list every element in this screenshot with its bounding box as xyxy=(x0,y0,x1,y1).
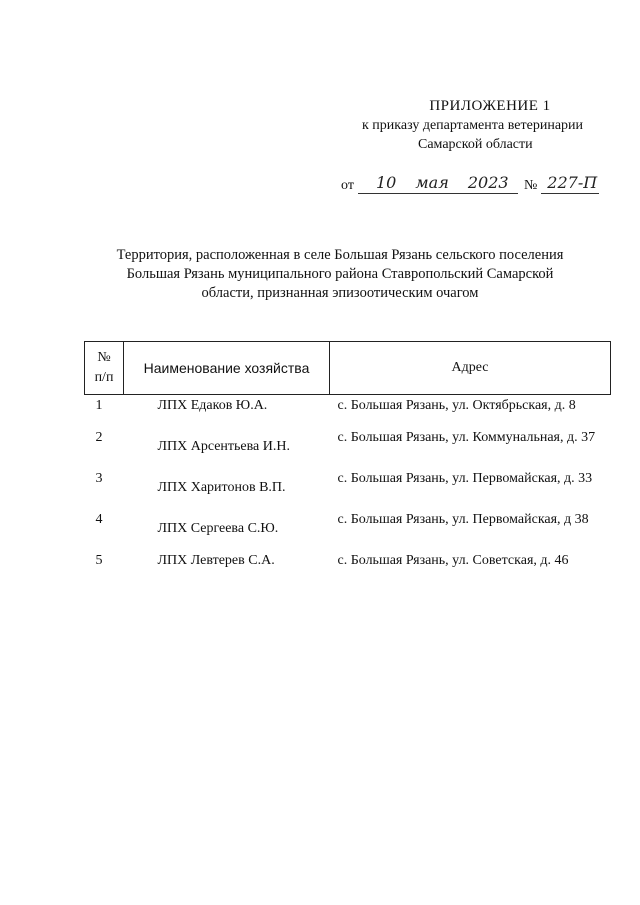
heading-line-2: Большая Рязань муниципального района Ставропольский Самарской xyxy=(126,266,554,282)
header-number-sign: № xyxy=(97,350,111,365)
row-farm-name: ЛПХ Сергеева С.Ю. xyxy=(157,521,279,536)
appendix-order-line: к приказу департамента ветеринарии xyxy=(362,118,584,133)
document-heading xyxy=(100,246,580,303)
row-farm-name: ЛПХ Левтерев С.А. xyxy=(157,553,275,568)
handwritten-number: 227-П xyxy=(547,173,598,192)
header-name: Наименование хозяйства xyxy=(124,342,330,395)
farms-table xyxy=(84,341,611,585)
appendix-title: ПРИЛОЖЕНИЕ 1 xyxy=(429,98,551,114)
row-address: с. Большая Рязань, ул. Коммунальная, д. 37 xyxy=(337,430,596,445)
order-date-row xyxy=(341,173,599,194)
row-address: с. Большая Рязань, ул. Советская, д. 46 xyxy=(337,553,569,568)
table-row xyxy=(85,512,611,553)
header-number-abbr: п/п xyxy=(94,370,114,385)
table-row xyxy=(85,430,611,471)
row-farm-name: ЛПХ Едаков Ю.А. xyxy=(157,398,268,413)
date-field xyxy=(358,173,518,194)
heading-line-1: Территория, расположенная в селе Большая Рязань сельского поселения xyxy=(116,247,564,263)
row-address: с. Большая Рязань, ул. Первомайская, д. 33 xyxy=(337,471,593,486)
row-number: 1 xyxy=(95,398,103,413)
row-address: с. Большая Рязань, ул. Первомайская, д 38 xyxy=(337,512,589,527)
header-address: Адрес xyxy=(330,342,611,395)
table-row xyxy=(85,471,611,512)
number-prefix: № xyxy=(523,178,538,193)
heading-line-3: области, признанная эпизоотическим очагом xyxy=(201,285,479,301)
number-field xyxy=(541,173,599,194)
row-farm-name: ЛПХ Харитонов В.П. xyxy=(157,480,286,495)
header-number xyxy=(85,342,124,395)
handwritten-date: 10 мая 2023 xyxy=(375,173,509,192)
date-prefix: от xyxy=(341,178,354,193)
row-farm-name: ЛПХ Арсентьева И.Н. xyxy=(157,439,290,454)
table-header-row xyxy=(85,342,611,395)
appendix-region-line: Самарской области xyxy=(418,137,533,152)
row-number: 2 xyxy=(95,430,103,445)
row-number: 5 xyxy=(95,553,103,568)
table-row xyxy=(85,395,611,431)
row-address: с. Большая Рязань, ул. Октябрьская, д. 8 xyxy=(337,398,576,413)
table-row xyxy=(85,553,611,585)
row-number: 3 xyxy=(95,471,103,486)
row-number: 4 xyxy=(95,512,103,527)
